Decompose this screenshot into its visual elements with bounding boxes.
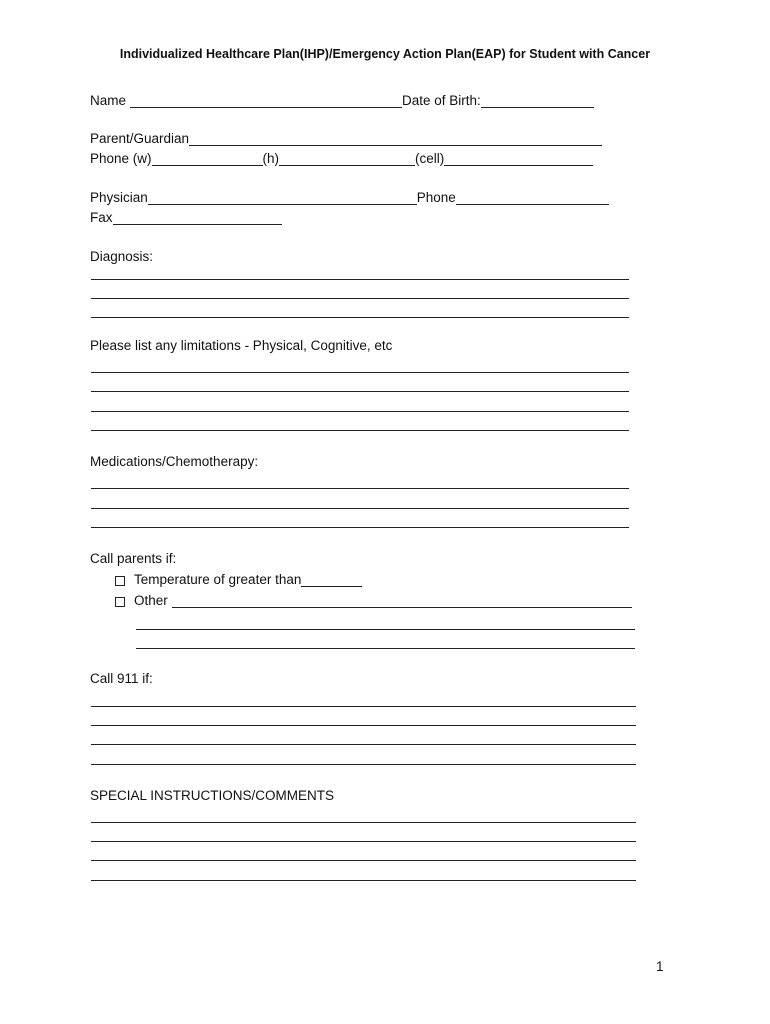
physician-row: [90, 189, 609, 207]
special-instructions-line[interactable]: [91, 841, 636, 842]
physician-phone-field[interactable]: [456, 190, 609, 205]
call-911-line[interactable]: [91, 764, 636, 765]
parent-guardian-field[interactable]: [189, 131, 602, 146]
special-instructions-line[interactable]: [91, 880, 636, 881]
fax-label: Fax: [90, 210, 113, 225]
name-label: Name: [90, 93, 127, 108]
medications-line[interactable]: [91, 527, 629, 528]
diagnosis-label: Diagnosis:: [90, 249, 154, 264]
fax-field[interactable]: [113, 210, 282, 225]
parent-guardian-label: Parent/Guardian: [90, 131, 190, 146]
call-911-line[interactable]: [91, 744, 636, 745]
medications-line[interactable]: [91, 488, 629, 489]
other-line[interactable]: [136, 648, 635, 649]
physician-phone-label: Phone: [416, 190, 456, 205]
phone-cell-field[interactable]: [444, 151, 593, 166]
call-911-label: Call 911 if:: [90, 671, 153, 686]
call-911-line[interactable]: [91, 706, 636, 707]
limitations-label: Please list any limitations - Physical, Cognitive, etc: [90, 338, 393, 353]
special-instructions-line[interactable]: [91, 822, 636, 823]
diagnosis-line[interactable]: [91, 298, 629, 299]
phone-work-field[interactable]: [152, 151, 263, 166]
call-parents-label: Call parents if:: [90, 551, 177, 566]
page-title: Individualized Healthcare Plan(IHP)/Emergency Action Plan(EAP) for Student with Cancer: [119, 47, 651, 61]
other-label: Other: [134, 593, 168, 608]
dob-field[interactable]: [481, 93, 594, 108]
fax-row: [90, 209, 282, 227]
other-line[interactable]: [136, 629, 635, 630]
diagnosis-line[interactable]: [91, 279, 629, 280]
physician-field[interactable]: [148, 190, 417, 205]
phone-work-label: Phone (w): [90, 151, 152, 166]
physician-label: Physician: [90, 190, 148, 205]
phone-cell-label: (cell): [415, 151, 445, 166]
limitations-line[interactable]: [91, 391, 629, 392]
other-option: [115, 592, 632, 610]
other-field[interactable]: [172, 593, 632, 608]
special-instructions-line[interactable]: [91, 860, 636, 861]
other-checkbox[interactable]: [115, 597, 125, 607]
diagnosis-line[interactable]: [91, 317, 629, 318]
phone-row: [90, 150, 593, 168]
parent-row: [90, 130, 602, 148]
temperature-field[interactable]: [301, 572, 362, 587]
name-dob-row: [90, 92, 594, 110]
phone-home-field[interactable]: [279, 151, 415, 166]
dob-label: Date of Birth:: [402, 93, 481, 108]
limitations-line[interactable]: [91, 372, 629, 373]
temperature-checkbox[interactable]: [115, 576, 125, 586]
phone-home-label: (h): [262, 151, 280, 166]
limitations-line[interactable]: [91, 430, 629, 431]
name-field[interactable]: [130, 93, 402, 108]
medications-label: Medications/Chemotherapy:: [90, 454, 259, 469]
temperature-option: [115, 571, 362, 589]
call-911-line[interactable]: [91, 725, 636, 726]
medications-line[interactable]: [91, 508, 629, 509]
special-instructions-label: SPECIAL INSTRUCTIONS/COMMENTS: [90, 788, 335, 803]
page-number: 1: [656, 959, 664, 974]
temperature-label: Temperature of greater than: [134, 572, 302, 587]
limitations-line[interactable]: [91, 411, 629, 412]
